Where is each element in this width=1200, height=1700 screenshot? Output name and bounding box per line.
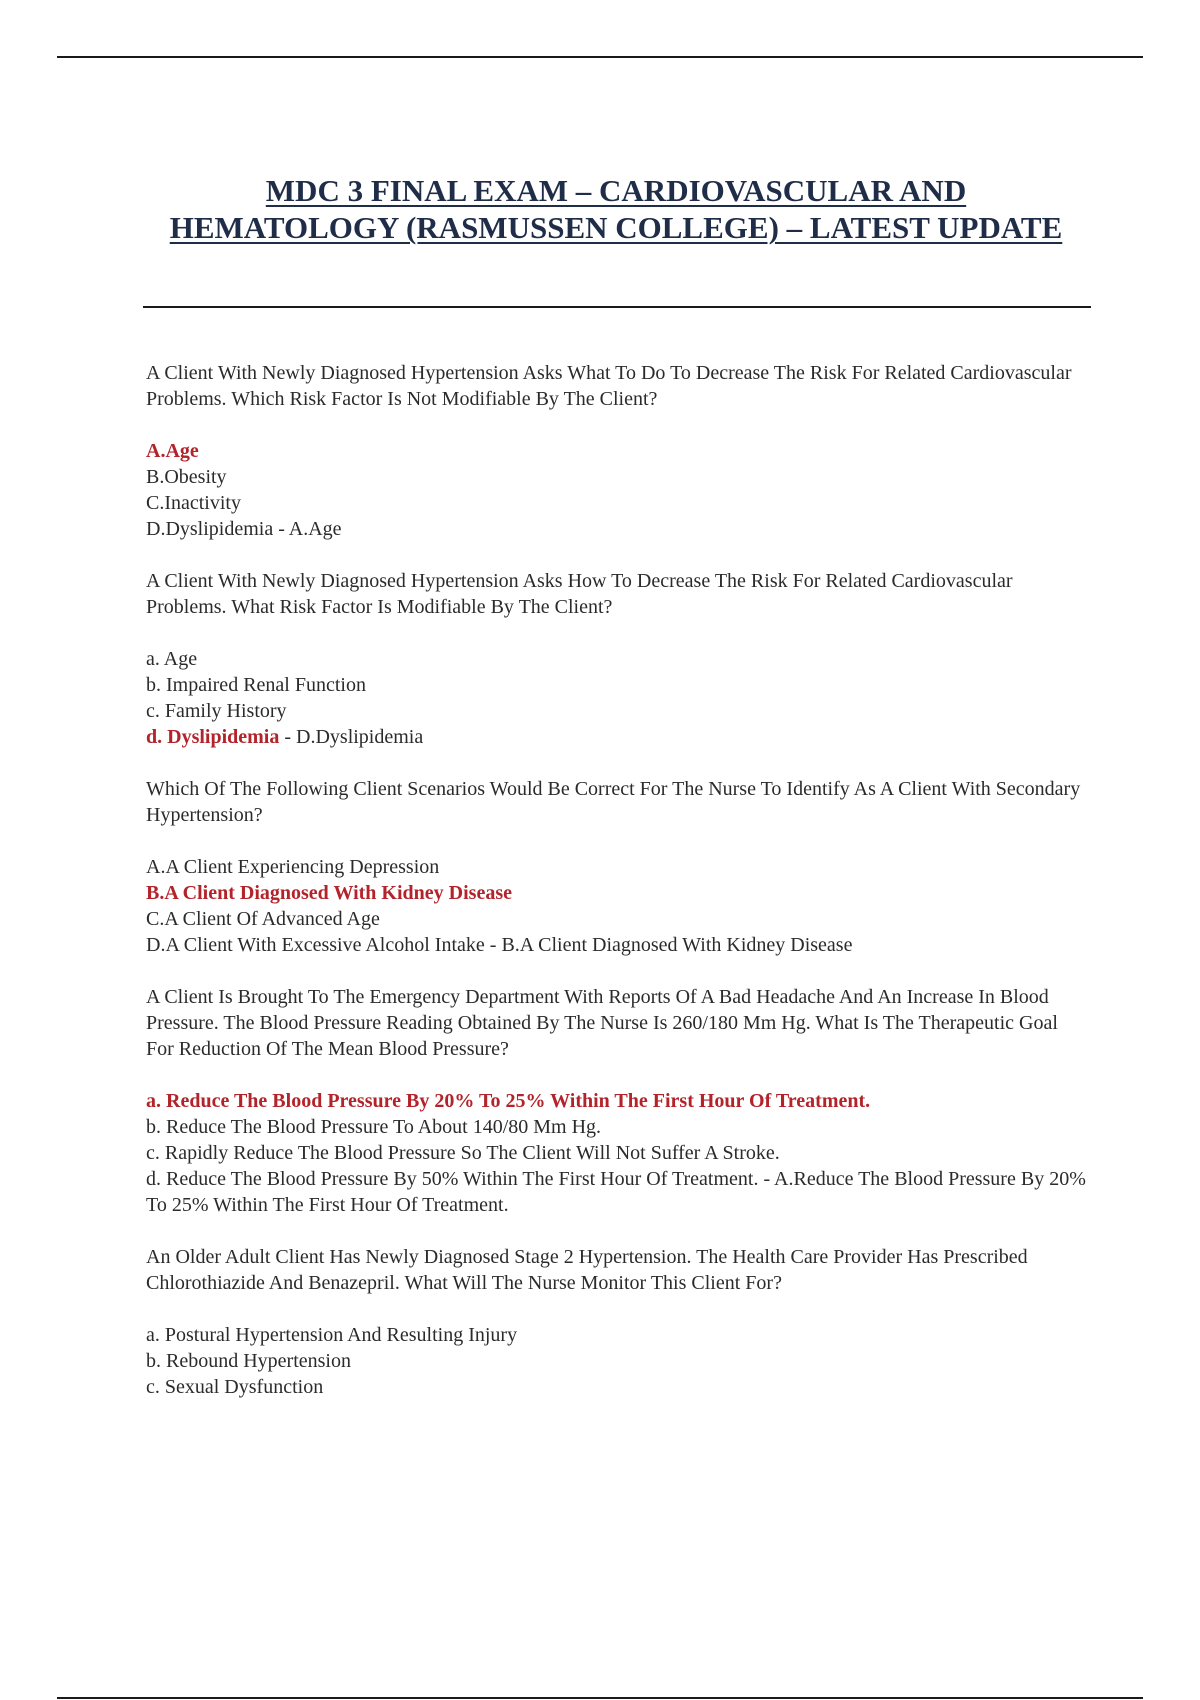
option: C.Inactivity [146,492,241,514]
option: C.A Client Of Advanced Age [146,908,380,930]
top-rule [57,56,1143,58]
question-block [146,568,1086,750]
question-text: Which Of The Following Client Scenarios Would Be Correct For The Nurse To Identify As A Client With Secondary Hypertension? [146,778,1081,826]
answer-key: - A.Age [273,518,342,540]
option: b. Reduce The Blood Pressure To About 140/80 Mm Hg. [146,1116,602,1138]
option: A.A Client Experiencing Depression [146,856,440,878]
option-correct: A.Age [146,440,199,462]
option: c. Rapidly Reduce The Blood Pressure So The Client Will Not Suffer A Stroke. [146,1142,780,1164]
option: b. Impaired Renal Function [146,674,366,696]
question-text: A Client Is Brought To The Emergency Department With Reports Of A Bad Headache And An Increase In Blood Pressure. The Blood Pressure Reading Obtained By The Nurse Is 260/180 Mm Hg. What Is The Therapeutic Goal For Reduction Of The Mean Blood Pressure? [146,986,1058,1060]
option-correct: d. Dyslipidemia [146,726,280,748]
option-correct: B.A Client Diagnosed With Kidney Disease [146,882,512,904]
option-list [146,438,1086,542]
question-block [146,776,1086,958]
option-with-answer [146,932,1086,958]
option-with-answer [146,724,1086,750]
option: b. Rebound Hypertension [146,1350,351,1372]
option-with-answer [146,516,1086,542]
option-correct: a. Reduce The Blood Pressure By 20% To 25% Within The First Hour Of Treatment. [146,1090,871,1112]
bottom-rule [57,1697,1143,1699]
option: a. Postural Hypertension And Resulting Injury [146,1324,518,1346]
option: c. Family History [146,700,287,722]
option-with-answer [146,1166,1086,1218]
option-text: D.A Client With Excessive Alcohol Intake [146,934,485,956]
question-text: An Older Adult Client Has Newly Diagnosed Stage 2 Hypertension. The Health Care Provider Has Prescribed Chlorothiazide And Benazepril. What Will The Nurse Monitor This Client For? [146,1246,1028,1294]
document-title [100,172,1132,246]
question-text: A Client With Newly Diagnosed Hypertension Asks How To Decrease The Risk For Related Cardiovascular Problems. What Risk Factor Is Modifiable By The Client? [146,570,1013,618]
title-line-1: MDC 3 FINAL EXAM – CARDIOVASCULAR AND [265,173,967,208]
question-block [146,984,1086,1218]
option-list [146,1322,1086,1400]
option: a. Age [146,648,198,670]
title-divider [143,306,1091,308]
option-list [146,1088,1086,1218]
answer-key: - B.A Client Diagnosed With Kidney Disease [484,934,853,956]
option: B.Obesity [146,466,227,488]
question-block [146,360,1086,542]
option-text: D.Dyslipidemia [146,518,274,540]
option-text: d. Reduce The Blood Pressure By 50% Within The First Hour Of Treatment. [146,1168,759,1190]
question-list [146,360,1086,1426]
option-list [146,646,1086,750]
title-line-2: HEMATOLOGY (RASMUSSEN COLLEGE) – LATEST UPDATE [169,210,1063,245]
option-list [146,854,1086,958]
question-text: A Client With Newly Diagnosed Hypertension Asks What To Do To Decrease The Risk For Related Cardiovascular Problems. Which Risk Factor Is Not Modifiable By The Client? [146,362,1072,410]
answer-key: - D.Dyslipidemia [279,726,424,748]
option: c. Sexual Dysfunction [146,1376,324,1398]
answer-key: - A.Reduce The Blood Pressure By 20% To 25% Within The First Hour Of Treatment. [146,1168,1086,1216]
question-block [146,1244,1086,1400]
